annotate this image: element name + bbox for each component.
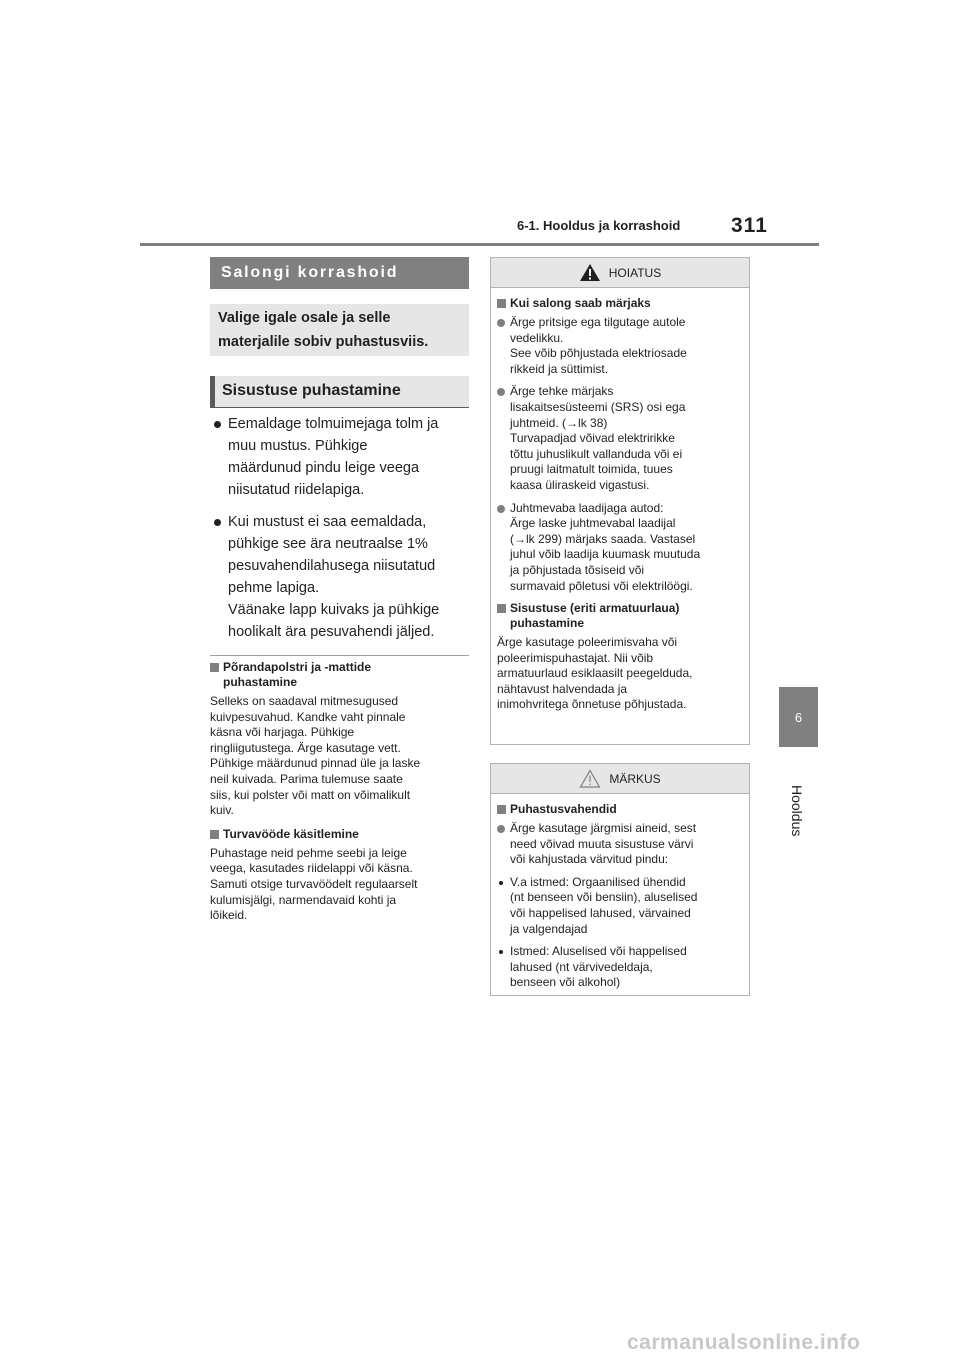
list-item (497, 501, 743, 595)
text-line: Ärge tehke märjaks (510, 384, 614, 399)
text-line: Ärge kasutage järgmisi aineid, sest (510, 821, 697, 835)
warning-subheading (497, 601, 743, 631)
subsection-text (210, 846, 469, 924)
text-line: See võib põhjustada elektriosade (510, 346, 687, 361)
heading-line: Sisustuse (eriti armatuurlaua) (510, 601, 680, 616)
warning-title: HOIATUS (608, 265, 662, 280)
square-bullet-icon (497, 805, 506, 814)
warning-triangle-icon (579, 263, 601, 282)
square-bullet-icon (497, 299, 506, 308)
text-line: käsna või harjaga. Pühkige (210, 725, 355, 740)
heading-line: Puhastusvahendid (510, 802, 617, 816)
text-line: või happelised lahused, värvained (510, 905, 691, 920)
list-item (210, 511, 469, 643)
bullet-line: pehme lapiga. (228, 580, 320, 596)
text-line: lisakaitsesüsteemi (SRS) osi ega (510, 399, 686, 414)
text-line: tõttu juhuslikult vallanduda või ei (510, 446, 683, 461)
list-item (497, 315, 743, 377)
intro-box: Valige igale osale ja selle materjalile sobiv puhastusviis. (210, 304, 469, 356)
caution-triangle-icon (579, 769, 601, 788)
note-subheading (497, 802, 743, 817)
text-line: kaasa üliraskeid vigastusi. (510, 477, 650, 492)
bullet-line: Eemaldage tolmuimejaga tolm ja (228, 416, 439, 432)
text-line: juhul võib laadija kuumask muutuda (510, 547, 701, 562)
text-line: vedelikku. (510, 330, 564, 345)
bullet-dot-icon (214, 421, 221, 428)
circle-bullet-icon (497, 319, 505, 327)
section-heading-rule (210, 407, 469, 408)
text-line: Ärge pritsige ega tilgutage autole (510, 315, 686, 329)
header-rule (140, 243, 819, 246)
text-line: Samuti otsige turvavöödelt regulaarselt (210, 876, 418, 891)
heading-line: Kui salong saab märjaks (510, 296, 651, 310)
bullet-dot-icon (214, 519, 221, 526)
page-number: 311 (731, 214, 768, 237)
heading-line: Põrandapolstri ja -mattide (223, 660, 372, 674)
text-line: lõikeid. (210, 908, 248, 923)
bullet-line: niisutatud riidelapiga. (228, 482, 365, 498)
square-bullet-icon (210, 830, 219, 839)
text-line: ringliigutustega. Ärge kasutage vett. (210, 740, 401, 755)
section-title: 6-1. Hooldus ja korrashoid (517, 218, 681, 233)
list-item (497, 875, 743, 937)
list-item (210, 413, 469, 501)
section-heading: Sisustuse puhastamine (210, 376, 469, 408)
divider (210, 655, 469, 656)
text-line: benseen või alkohol) (510, 975, 621, 990)
chapter-tab[interactable]: 6 (779, 687, 818, 747)
text-line: V.a istmed: Orgaanilised ühendid (510, 874, 686, 889)
list-item (497, 944, 743, 991)
note-body (491, 794, 749, 991)
circle-bullet-icon (497, 825, 505, 833)
bullet-line: Kui mustust ei saa eemaldada, (228, 514, 427, 530)
bullet-line: määrdunud pindu leige veega (228, 460, 420, 476)
text-line: Pühkige määrdunud pinnad üle ja laske (210, 756, 421, 771)
text-line: ja valgendajad (510, 921, 588, 936)
note-title: MÄRKUS (609, 771, 661, 786)
bullet-line: muu mustus. Pühkige (228, 438, 368, 454)
warning-box (490, 257, 750, 745)
text-line: rikkeid ja süttimist. (510, 361, 609, 376)
chapter-label: Hooldus (789, 785, 805, 837)
page-link[interactable]: juhtmeid. (→lk 38) (510, 415, 608, 430)
subsection-text (210, 694, 469, 819)
text-line: Turvapadjad võivad elektririkke (510, 431, 675, 446)
text-line: siis, kui polster või matt on võimalikult (210, 787, 411, 802)
heading-line: puhastamine (510, 616, 585, 631)
text-line: (nt benseen või bensiin), aluselised (510, 890, 698, 905)
page-link[interactable]: (→lk 299) märjaks saada. Vastasel (510, 531, 696, 546)
text-line: kuiv. (210, 803, 234, 818)
bullet-line: hoolikalt ära pesuvahendi jäljed. (228, 624, 435, 640)
text-line: neil kuivada. Parima tulemuse saate (210, 771, 403, 786)
page-title: Salongi korrashoid (210, 257, 469, 289)
text-line: pruugi laitmatult toimida, tuues (510, 462, 673, 477)
list-item (497, 821, 743, 868)
text-line: kulumisjälgi, narmendavaid kohti ja (210, 892, 397, 907)
text-line: Juhtmevaba laadijaga autod: (510, 500, 664, 515)
text-line: või kahjustada värvitud pindu: (510, 852, 669, 867)
square-bullet-icon (210, 663, 219, 672)
text-line: lahused (nt värvivedeldaja, (510, 959, 653, 974)
text-line: kuivpesuvahud. Kandke vaht pinnale (210, 709, 406, 724)
text-line: surmavaid põletusi või elektrilöögi. (510, 578, 693, 593)
warning-header (491, 258, 749, 288)
list-item (497, 384, 743, 493)
text-line: inimohvritega õnnetuse põhjustada. (497, 697, 687, 712)
bullet-line: pesuvahendilahusega niisutatud (228, 558, 436, 574)
bullet-list (210, 413, 469, 653)
note-header (491, 764, 749, 794)
text-line: need võivad muuta sisustuse värvi (510, 836, 694, 851)
subsection-heading (210, 827, 469, 842)
text-line: Selleks on saadaval mitmesugused (210, 694, 399, 708)
text-line: nähtavust halvendada ja (497, 681, 628, 696)
text-line: veega, kasutades riidelappi või käsna. (210, 861, 413, 876)
watermark-link[interactable]: carmanualsonline.info (627, 1331, 861, 1354)
text-line: Ärge laske juhtmevabal laadijal (510, 516, 676, 531)
heading-line: puhastamine (223, 675, 298, 689)
dot-bullet-icon (499, 950, 503, 954)
text-line: armatuurlaud esiklaasilt peegelduda, (497, 666, 693, 681)
text-line: Puhastage neid pehme seebi ja leige (210, 845, 407, 860)
circle-bullet-icon (497, 388, 505, 396)
dot-bullet-icon (499, 881, 503, 885)
bullet-line: pühkige see ära neutraalse 1% (228, 536, 428, 552)
subsection-heading (210, 660, 469, 690)
note-box (490, 763, 750, 996)
text-line: ja põhjustada tõsiseid või (510, 562, 645, 577)
heading-line: Turvavööde käsitlemine (223, 826, 359, 841)
warning-subheading (497, 296, 743, 311)
circle-bullet-icon (497, 505, 505, 513)
text-line: Istmed: Aluselised või happelised (510, 944, 687, 959)
square-bullet-icon (497, 604, 506, 613)
warning-text (497, 635, 743, 713)
subsections (210, 660, 469, 932)
warning-body (491, 288, 749, 713)
text-line: poleerimispuhastajat. Nii võib (497, 650, 654, 665)
bullet-line: Väänake lapp kuivaks ja pühkige (228, 602, 440, 618)
text-line: Ärge kasutage poleerimisvaha või (497, 635, 678, 650)
